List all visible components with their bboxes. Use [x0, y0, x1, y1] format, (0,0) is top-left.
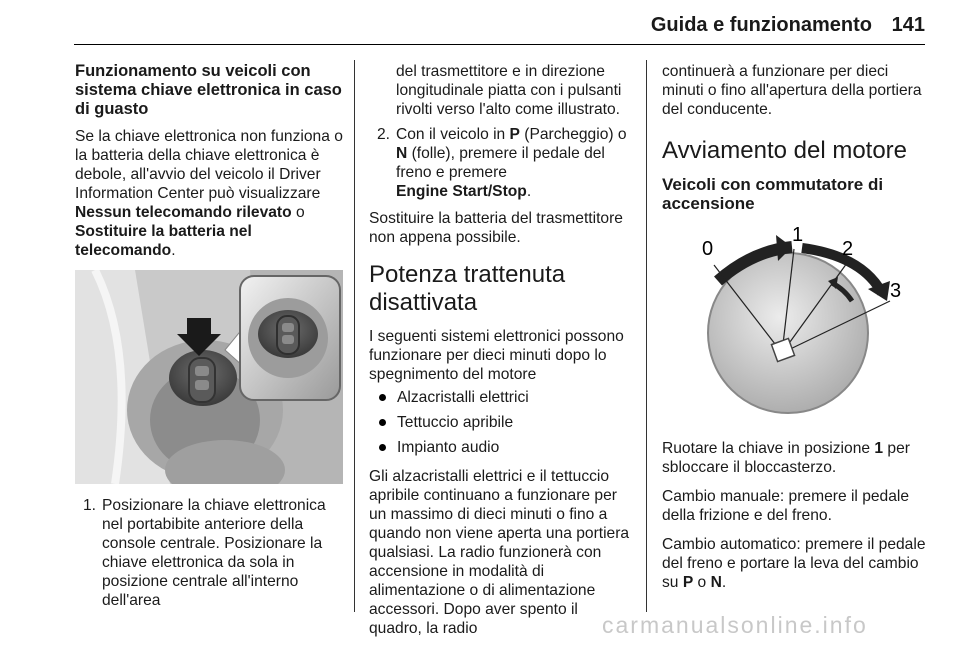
- step-text-mid: (Parcheggio) o: [519, 126, 627, 143]
- paragraph-radio-continued: continuerà a funzionare per dieci minuti o fino all'apertura della portiera del conducente.: [662, 63, 922, 118]
- sentence-period: .: [171, 242, 176, 259]
- step-text: Posizionare la chiave elettronica nel portabibite anteriore della console centrale. Posizionare la chiave elettronica da sola in posizione centrale all'interno dell'area: [102, 497, 326, 609]
- list-item: Impianto audio: [369, 438, 635, 457]
- paragraph-text: Se la chiave elettronica non funziona o la batteria della chiave elettronica è debole, all'avvio del veicolo il Driver Information Center può visualizzare: [75, 128, 343, 202]
- paragraph-rotate-key: [662, 439, 928, 477]
- gear-n: N: [710, 574, 722, 591]
- gear-n: N: [396, 145, 408, 162]
- section-title-engine-start: Avviamento del motore: [662, 137, 908, 164]
- paragraph-manual-gearbox: Cambio manuale: premere il pedale della frizione e del freno.: [662, 488, 910, 524]
- list-item: Tettuccio apribile: [369, 413, 635, 432]
- position-1-label: 1: [792, 224, 804, 246]
- instruction-step-2: [369, 125, 635, 201]
- step-text-end: .: [526, 183, 532, 200]
- cupholder-key-illustration: [75, 270, 343, 484]
- engine-start-stop-label: Engine Start/Stop: [396, 183, 527, 200]
- text: per sbloccare il bloccasterzo.: [662, 440, 910, 476]
- section-title-retained-power: Potenza trattenuta disattivata: [369, 261, 566, 316]
- section-heading-fallback: Funzionamento su veicoli con sistema chiave elettronica in caso di guasto: [75, 62, 342, 118]
- instruction-step-1: [75, 496, 343, 610]
- column-divider-1: [354, 60, 355, 612]
- list-item: Alzacristalli elettrici: [369, 388, 635, 407]
- paragraph-automatic-gearbox: [662, 535, 928, 592]
- step-number: 1.: [83, 497, 97, 514]
- step-text-mid2: (folle), premere il pedale del freno e premere: [396, 145, 605, 181]
- text: o: [693, 574, 711, 591]
- step-number: 2.: [377, 126, 391, 143]
- page-number: 141: [891, 14, 925, 36]
- text: .: [721, 574, 727, 591]
- column-2: [369, 62, 635, 648]
- message-no-remote: Nessun telecomando rilevato: [75, 204, 292, 221]
- systems-list: [369, 388, 635, 457]
- paragraph-replace-battery: Sostituire la batteria del trasmettitore non appena possibile.: [369, 210, 623, 246]
- gear-p: P: [509, 126, 520, 143]
- position-2-label: 2: [842, 238, 854, 260]
- running-header-title: Guida e funzionamento: [650, 14, 872, 36]
- ignition-switch-diagram: [662, 221, 928, 421]
- paragraph-systems: I seguenti sistemi elettronici possono funzionare per dieci minuti dopo lo spegnimento del motore: [369, 328, 624, 383]
- step-text-pre: Con il veicolo in: [396, 126, 510, 143]
- paragraph-no-remote: [75, 127, 343, 260]
- position-3-label: 3: [890, 280, 902, 302]
- message-replace-battery: Sostituire la batteria nel telecomando: [75, 223, 252, 259]
- column-3: [662, 62, 928, 602]
- gear-p: P: [682, 574, 694, 591]
- position-ref: 1: [874, 440, 884, 457]
- column-divider-2: [646, 60, 647, 612]
- paragraph-windows-radio: Gli alzacristalli elettrici e il tettuccio apribile continuano a funzionare per un massimo di dieci minuti o fino a quando non viene aperta una portiera qualsiasi. La radio funzionerà con accensione in modalità di alimentazione o di alimentazione accessori. Dopo aver spento il quadro, la radio: [369, 468, 630, 637]
- subheading-ignition-switch: Veicoli con commutatore di accensione: [662, 175, 884, 213]
- header-divider: [74, 44, 925, 45]
- watermark: carmanualsonline.info: [602, 612, 868, 638]
- position-0-label: 0: [702, 238, 714, 260]
- column-1: [75, 62, 343, 618]
- text: Cambio automatico: premere il pedale del freno e portare la leva del cambio su: [662, 536, 926, 591]
- step-1-continued: del trasmettitore e in direzione longitudinale piatta con i pulsanti rivolti verso l'alto come illustrato.: [396, 63, 622, 118]
- conjunction: o: [291, 204, 305, 221]
- text: Ruotare la chiave in posizione: [662, 440, 875, 457]
